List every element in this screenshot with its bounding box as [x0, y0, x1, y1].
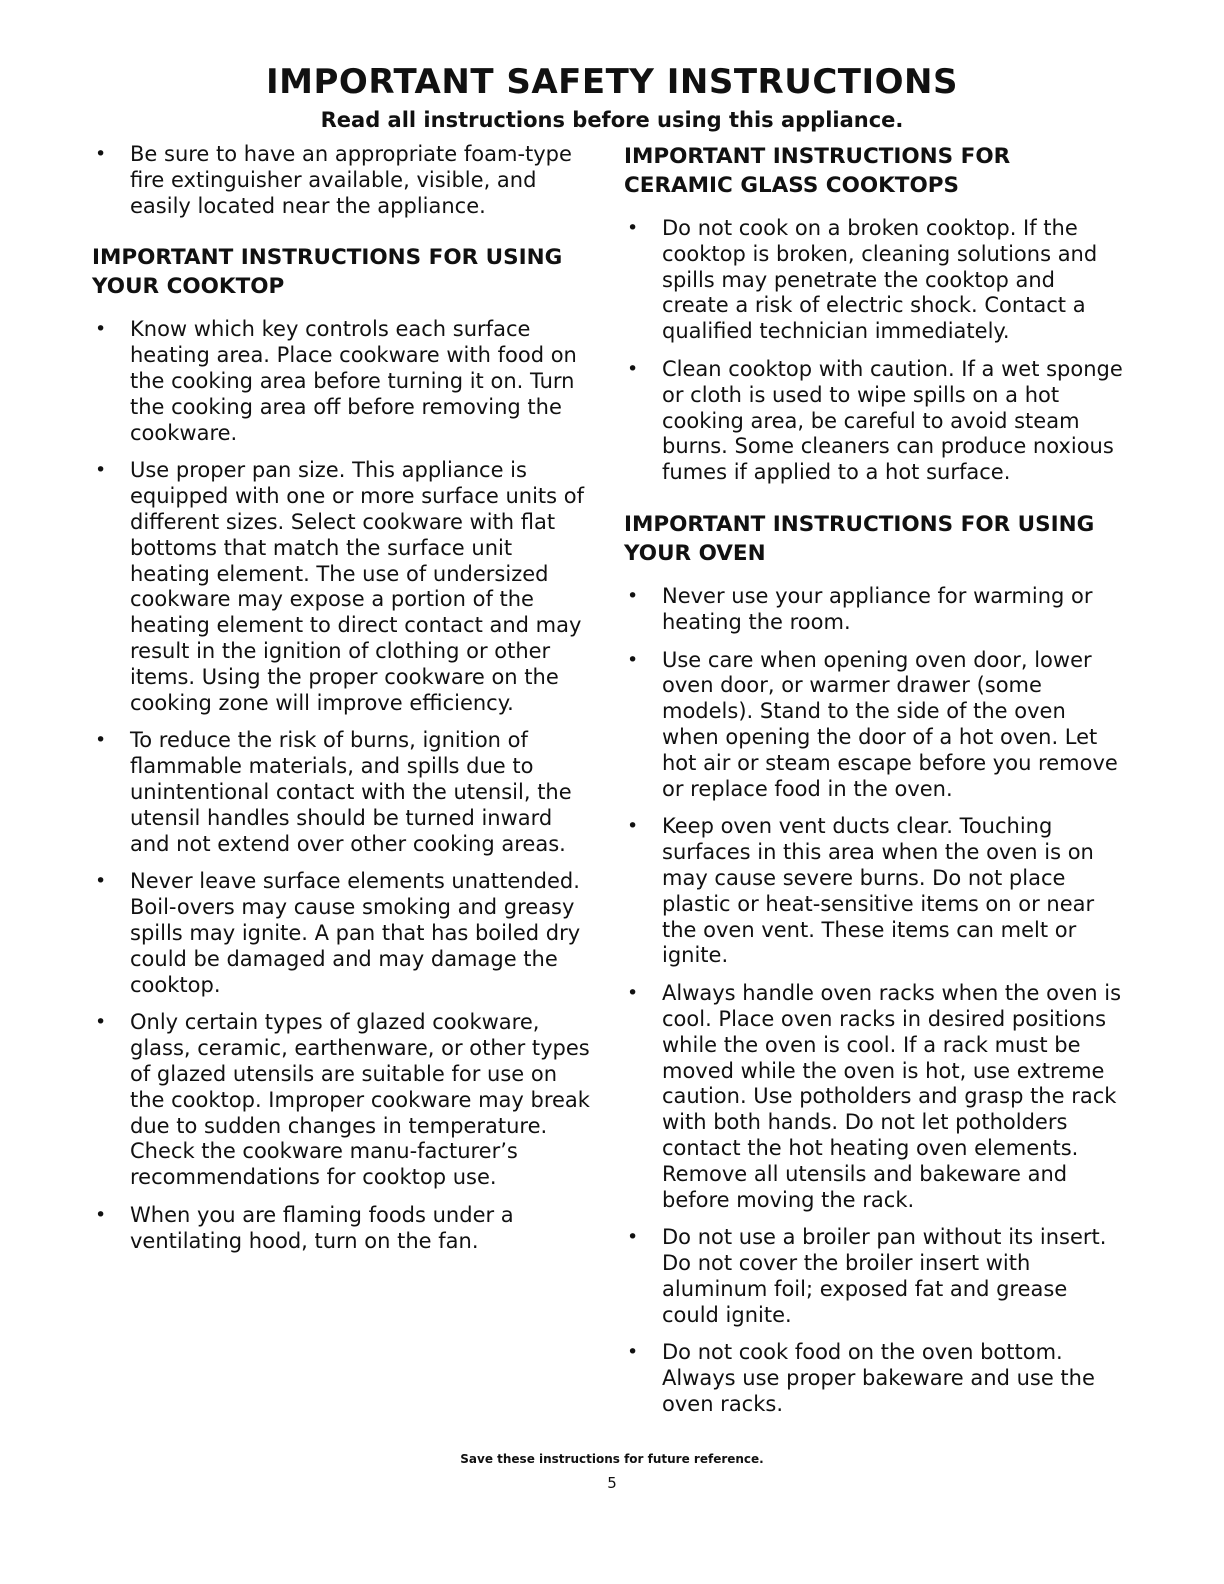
- list-item: [92, 458, 592, 716]
- bullet-icon: •: [627, 357, 639, 380]
- bullet-text: When you are flaming foods under a ventilating hood, turn on the fan.: [130, 1202, 514, 1253]
- footer-note: Save these instructions for future reference.: [460, 1452, 764, 1466]
- section-heading-ceramic: IMPORTANT INSTRUCTIONS FOR CERAMIC GLASS COOKTOPS: [624, 144, 1011, 198]
- bullet-icon: •: [627, 1226, 639, 1249]
- bullet-icon: •: [95, 1203, 107, 1226]
- bullet-text: Always handle oven racks when the oven is cool. Place oven racks in desired positions while the oven is cool. If a rack must be moved while the oven is hot, use extreme caution. Use potholders and grasp the rack with both hands. Do not let potholders contact the hot heating oven elements. Remove all utensils and bakeware and before moving the rack.: [662, 981, 1122, 1212]
- list-item: [624, 1340, 1124, 1417]
- section-heading-cooktop: IMPORTANT INSTRUCTIONS FOR USING YOUR COOKTOP: [92, 245, 563, 300]
- bullet-text: Do not cook on a broken cooktop. If the cooktop is broken, cleaning solutions and spills may penetrate the cooktop and create a risk of electric shock. Contact a qualified technician immediately.: [662, 216, 1098, 344]
- page-subtitle: Read all instructions before using this appliance.: [320, 108, 904, 132]
- list-item: [92, 1010, 592, 1191]
- page-title: IMPORTANT SAFETY INSTRUCTIONS: [266, 62, 958, 102]
- bullet-text: Do not cook food on the oven bottom. Always use proper bakeware and use the oven racks.: [662, 1340, 1095, 1417]
- bullet-text: Know which key controls each surface heating area. Place cookware with food on the cooking area before turning it on. Turn the cooking area off before removing the cookware.: [130, 317, 577, 445]
- list-item: [624, 981, 1124, 1213]
- bullet-text: Keep oven vent ducts clear. Touching surfaces in this area when the oven is on may cause severe burns. Do not place plastic or heat-sensitive items on or near the oven vent. These items can melt or ignite.: [662, 814, 1095, 968]
- bullet-text: Only certain types of glazed cookware, glass, ceramic, earthenware, or other types of glazed utensils are suitable for use on the cooktop. Improper cookware may break due to sudden changes in temperature. Check the cookware manu-facturer’s recommendations for cooktop use.: [130, 1010, 590, 1190]
- bullet-text: Use care when opening oven door, lower oven door, or warmer drawer (some models). Stand to the side of the oven when opening the door of a hot oven. Let hot air or steam escape before you remove or replace food in the oven.: [662, 647, 1118, 801]
- section-heading-oven: IMPORTANT INSTRUCTIONS FOR USING YOUR OVEN: [624, 511, 1095, 566]
- page-number: 5: [607, 1474, 617, 1492]
- bullet-text: Clean cooktop with caution. If a wet sponge or cloth is used to wipe spills on a hot cooking area, be careful to avoid steam burns. Some cleaners can produce noxious fumes if applied to a hot surface.: [662, 356, 1123, 485]
- bullet-icon: •: [627, 1341, 639, 1364]
- bullet-text: Do not use a broiler pan without its insert. Do not cover the broiler insert with aluminum foil; exposed fat and grease could ignite.: [662, 1225, 1107, 1327]
- list-item: [624, 814, 1124, 969]
- bullet-icon: •: [95, 729, 107, 752]
- bullet-icon: •: [627, 648, 639, 671]
- cooktop-bullet-list: [92, 317, 592, 1254]
- list-item: [624, 357, 1124, 486]
- bullet-icon: •: [95, 143, 107, 165]
- list-item: [624, 1225, 1124, 1328]
- bullet-icon: •: [95, 459, 107, 482]
- list-item: [624, 648, 1124, 803]
- list-item: [92, 317, 592, 446]
- bullet-icon: •: [627, 982, 639, 1005]
- bullet-icon: •: [627, 815, 639, 838]
- bullet-text: Never leave surface elements unattended. Boil-overs may cause smoking and greasy spills may ignite. A pan that has boiled dry could be damaged and may damage the cooktop.: [130, 869, 581, 997]
- intro-bullet-list: [92, 142, 592, 219]
- bullet-text: Never use your appliance for warming or heating the room.: [662, 583, 1093, 634]
- bullet-icon: •: [95, 318, 107, 341]
- bullet-text: Be sure to have an appropriate foam-type fire extinguisher available, visible, and easily located near the appliance.: [130, 142, 572, 218]
- list-item: [92, 1203, 592, 1255]
- list-item: [92, 142, 592, 219]
- list-item: [624, 584, 1124, 636]
- left-column: [92, 142, 592, 1266]
- list-item: [92, 869, 592, 998]
- list-item: [92, 728, 592, 857]
- bullet-text: To reduce the risk of burns, ignition of flammable materials, and spills due to unintentional contact with the utensil, the utensil handles should be turned inward and not extend over other cooking areas.: [130, 728, 572, 856]
- bullet-icon: •: [95, 870, 107, 893]
- oven-bullet-list: [624, 584, 1124, 1418]
- right-column: [624, 142, 1124, 1430]
- bullet-icon: •: [627, 217, 639, 239]
- bullet-icon: •: [95, 1011, 107, 1034]
- bullet-text: Use proper pan size. This appliance is equipped with one or more surface units of different sizes. Select cookware with flat bottoms that match the surface unit heating element. The use of undersized cookware may expose a portion of the heating element to direct contact and may result in the ignition of clothing or other items. Using the proper cookware on the cooking zone will improve efficiency.: [130, 458, 585, 715]
- list-item: [624, 216, 1124, 345]
- bullet-icon: •: [627, 584, 639, 607]
- ceramic-bullet-list: [624, 216, 1124, 486]
